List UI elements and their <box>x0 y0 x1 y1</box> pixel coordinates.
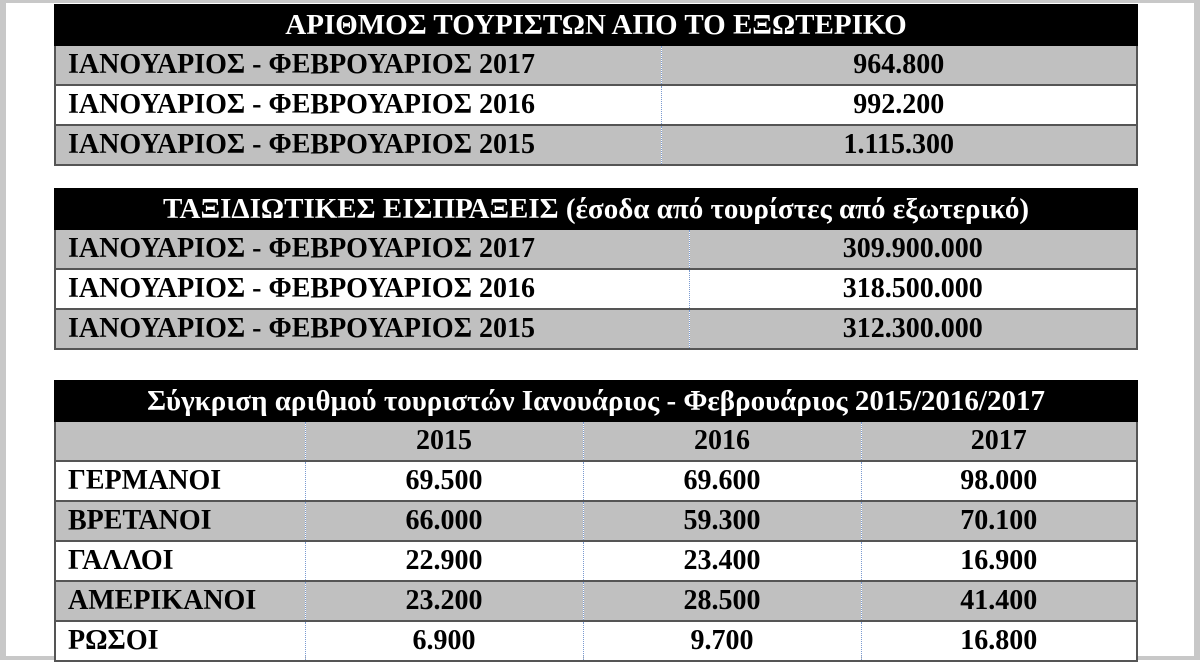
row-label: ΓΑΛΛΟΙ <box>55 541 305 581</box>
table-row <box>55 581 1137 621</box>
tourists-table <box>54 4 1138 166</box>
row-label: ΒΡΕΤΑΝΟΙ <box>55 501 305 541</box>
cell-2015: 6.900 <box>305 621 583 661</box>
cell-2017: 70.100 <box>861 501 1137 541</box>
cell-2016: 28.500 <box>583 581 861 621</box>
table-row <box>55 541 1137 581</box>
row-label: ΙΑΝΟΥΑΡΙΟΣ - ΦΕΒΡΟΥΑΡΙΟΣ 2016 <box>55 269 689 309</box>
cell-2016: 59.300 <box>583 501 861 541</box>
row-value: 992.200 <box>661 85 1137 125</box>
row-label: ΓΕΡΜΑΝΟΙ <box>55 461 305 501</box>
row-label: ΙΑΝΟΥΑΡΙΟΣ - ΦΕΒΡΟΥΑΡΙΟΣ 2017 <box>55 229 689 269</box>
cell-2016: 9.700 <box>583 621 861 661</box>
row-label: ΙΑΝΟΥΑΡΙΟΣ - ΦΕΒΡΟΥΑΡΙΟΣ 2016 <box>55 85 661 125</box>
table-row <box>55 309 1137 349</box>
tourists-table-title: ΑΡΙΘΜΟΣ ΤΟΥΡΙΣΤΩΝ ΑΠΟ ΤΟ ΕΞΩΤΕΡΙΚΟ <box>55 5 1137 45</box>
cell-2017: 16.800 <box>861 621 1137 661</box>
receipts-table <box>54 188 1138 350</box>
cell-2015: 66.000 <box>305 501 583 541</box>
column-header-2015: 2015 <box>305 421 583 461</box>
column-header-2017: 2017 <box>861 421 1137 461</box>
row-label: ΙΑΝΟΥΑΡΙΟΣ - ΦΕΒΡΟΥΑΡΙΟΣ 2015 <box>55 125 661 165</box>
table-row <box>55 501 1137 541</box>
cell-2017: 41.400 <box>861 581 1137 621</box>
receipts-table-title: ΤΑΞΙΔΙΩΤΙΚΕΣ ΕΙΣΠΡΑΞΕΙΣ (έσοδα από τουρίστες από εξωτερικό) <box>55 189 1137 229</box>
row-label: ΑΜΕΡΙΚΑΝΟΙ <box>55 581 305 621</box>
row-label: ΙΑΝΟΥΑΡΙΟΣ - ΦΕΒΡΟΥΑΡΙΟΣ 2015 <box>55 309 689 349</box>
table-row <box>55 461 1137 501</box>
cell-2016: 23.400 <box>583 541 861 581</box>
cell-2015: 23.200 <box>305 581 583 621</box>
row-value: 312.300.000 <box>689 309 1137 349</box>
comparison-table <box>54 380 1138 662</box>
table-row <box>55 621 1137 661</box>
column-header <box>55 421 305 461</box>
column-header-2016: 2016 <box>583 421 861 461</box>
cell-2016: 69.600 <box>583 461 861 501</box>
cell-2015: 69.500 <box>305 461 583 501</box>
row-label: ΙΑΝΟΥΑΡΙΟΣ - ΦΕΒΡΟΥΑΡΙΟΣ 2017 <box>55 45 661 85</box>
cell-2017: 98.000 <box>861 461 1137 501</box>
table-row <box>55 269 1137 309</box>
table-row <box>55 229 1137 269</box>
cell-2017: 16.900 <box>861 541 1137 581</box>
header-row <box>55 421 1137 461</box>
row-value: 964.800 <box>661 45 1137 85</box>
table-row <box>55 85 1137 125</box>
row-label: ΡΩΣΟΙ <box>55 621 305 661</box>
row-value: 309.900.000 <box>689 229 1137 269</box>
table-row <box>55 45 1137 85</box>
comparison-table-title: Σύγκριση αριθμού τουριστών Ιανουάριος - Φεβρουάριος 2015/2016/2017 <box>55 381 1137 421</box>
row-value: 1.115.300 <box>661 125 1137 165</box>
table-row <box>55 125 1137 165</box>
cell-2015: 22.900 <box>305 541 583 581</box>
row-value: 318.500.000 <box>689 269 1137 309</box>
